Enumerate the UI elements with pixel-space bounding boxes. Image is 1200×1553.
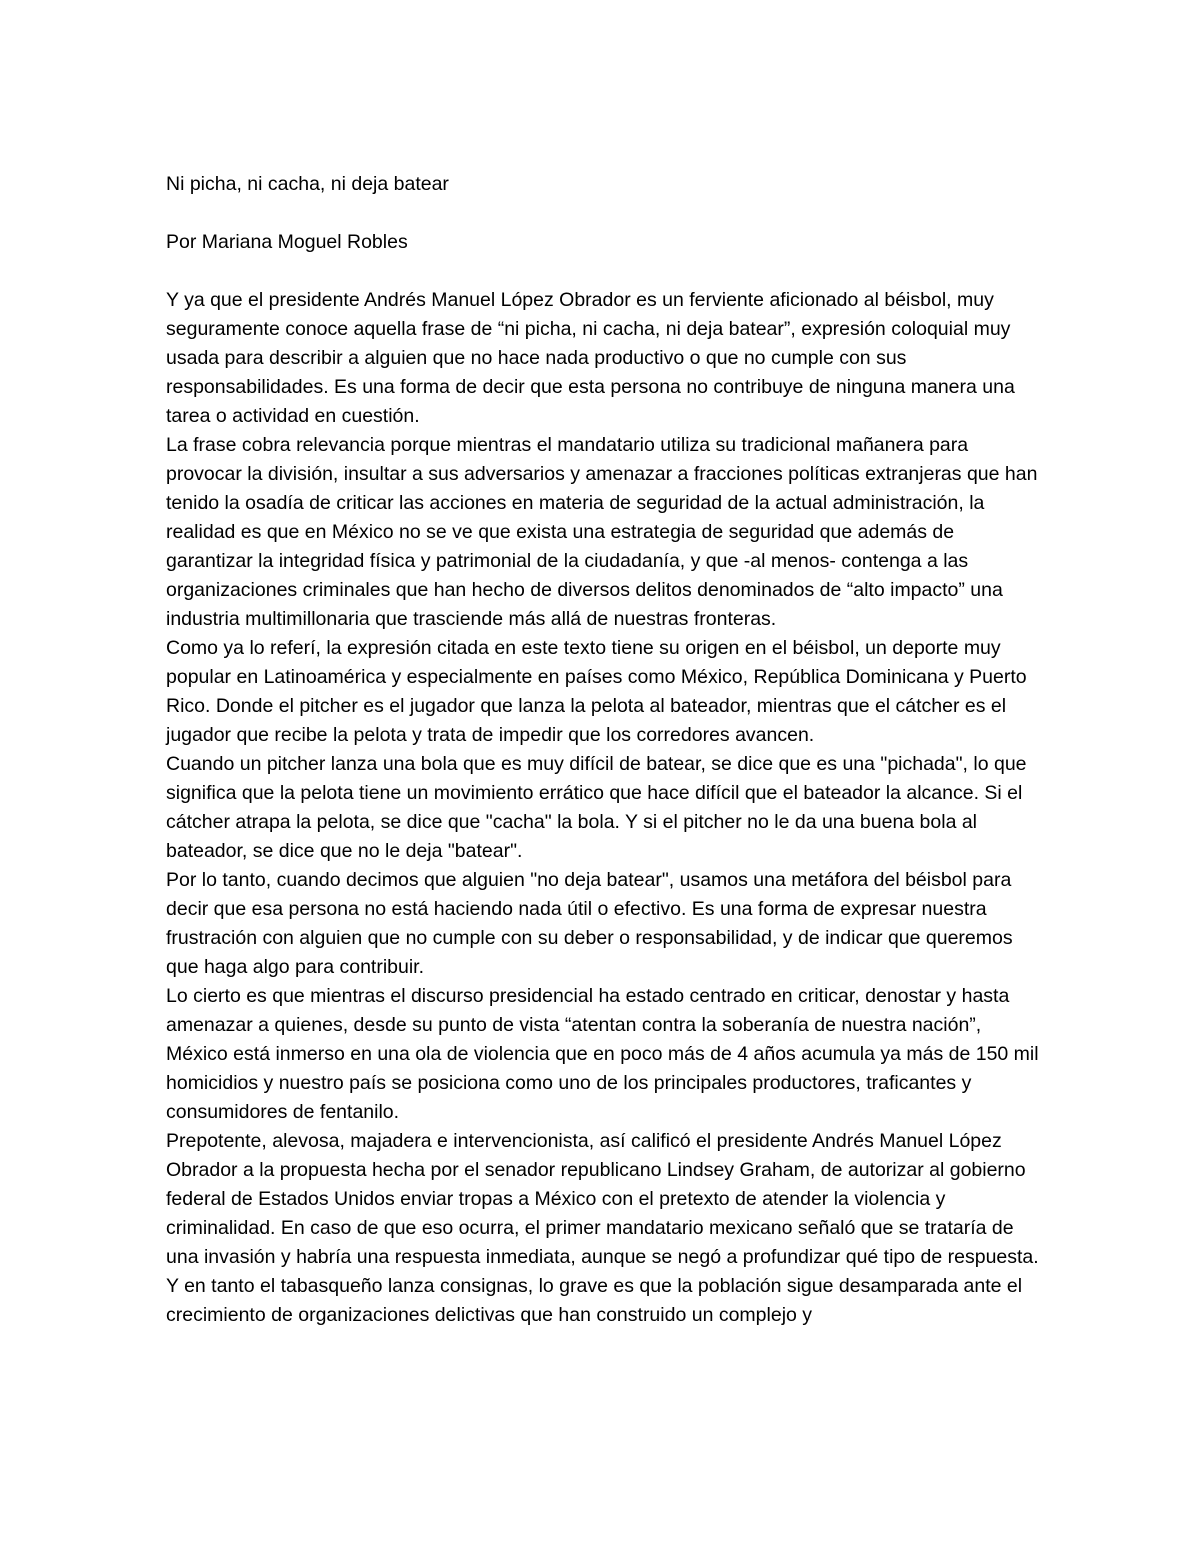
paragraph: Y en tanto el tabasqueño lanza consignas, lo grave es que la población sigue desamparada ante el crecimiento de organizaciones delictivas que han construido un complejo y: [166, 1275, 1023, 1326]
paragraph: Y ya que el presidente Andrés Manuel López Obrador es un ferviente aficionado al béisbol, muy seguramente conoce aquella frase de “ni picha, ni cacha, ni deja batear”, expresión coloquial muy usada para describir a alguien que no hace nada productivo o que no cumple con sus responsabilidades. Es una forma de decir que esta persona no contribuye de ninguna manera una tarea o actividad en cuestión.: [166, 289, 1015, 427]
paragraph: Como ya lo referí, la expresión citada en este texto tiene su origen en el béisbol, un deporte muy popular en Latinoamérica y especialmente en países como México, República Dominicana y Puerto Rico. Donde el pitcher es el jugador que lanza la pelota al bateador, mientras que el cátcher es el jugador que recibe la pelota y trata de impedir que los corredores avancen.: [166, 637, 1027, 746]
document-body: [166, 170, 1046, 1330]
paragraph: Lo cierto es que mientras el discurso presidencial ha estado centrado en criticar, denostar y hasta amenazar a quienes, desde su punto de vista “atentan contra la soberanía de nuestra nación”, México está inmerso en una ola de violencia que en poco más de 4 años acumula ya más de 150 mil homicidios y nuestro país se posiciona como uno de los principales productores, traficantes y consumidores de fentanilo.: [166, 985, 1039, 1123]
paragraph: Por lo tanto, cuando decimos que alguien "no deja batear", usamos una metáfora del béisbol para decir que esa persona no está haciendo nada útil o efectivo. Es una forma de expresar nuestra frustración con alguien que no cumple con su deber o responsabilidad, y de indicar que queremos que haga algo para contribuir.: [166, 869, 1013, 978]
paragraph: Cuando un pitcher lanza una bola que es muy difícil de batear, se dice que es una "pichada", lo que significa que la pelota tiene un movimiento errático que hace difícil que el bateador la alcance. Si el cátcher atrapa la pelota, se dice que "cacha" la bola. Y si el pitcher no le da una buena bola al bateador, se dice que no le deja "batear".: [166, 753, 1027, 862]
paragraph: Prepotente, alevosa, majadera e intervencionista, así calificó el presidente Andrés Manuel López Obrador a la propuesta hecha por el senador republicano Lindsey Graham, de autorizar al gobierno federal de Estados Unidos enviar tropas a México con el pretexto de atender la violencia y criminalidad. En caso de que eso ocurra, el primer mandatario mexicano señaló que se trataría de una invasión y habría una respuesta inmediata, aunque se negó a profundizar qué tipo de respuesta.: [166, 1130, 1039, 1268]
paragraph: La frase cobra relevancia porque mientras el mandatario utiliza su tradicional mañanera para provocar la división, insultar a sus adversarios y amenazar a fracciones políticas extranjeras que han tenido la osadía de criticar las acciones en materia de seguridad de la actual administración, la realidad es que en México no se ve que exista una estrategia de seguridad que además de garantizar la integridad física y patrimonial de la ciudadanía, y que -al menos- contenga a las organizaciones criminales que han hecho de diversos delitos denominados de “alto impacto” una industria multimillonaria que trasciende más allá de nuestras fronteras.: [166, 434, 1038, 630]
document-title: Ni picha, ni cacha, ni deja batear: [166, 173, 449, 195]
author-byline: Por Mariana Moguel Robles: [166, 231, 408, 253]
